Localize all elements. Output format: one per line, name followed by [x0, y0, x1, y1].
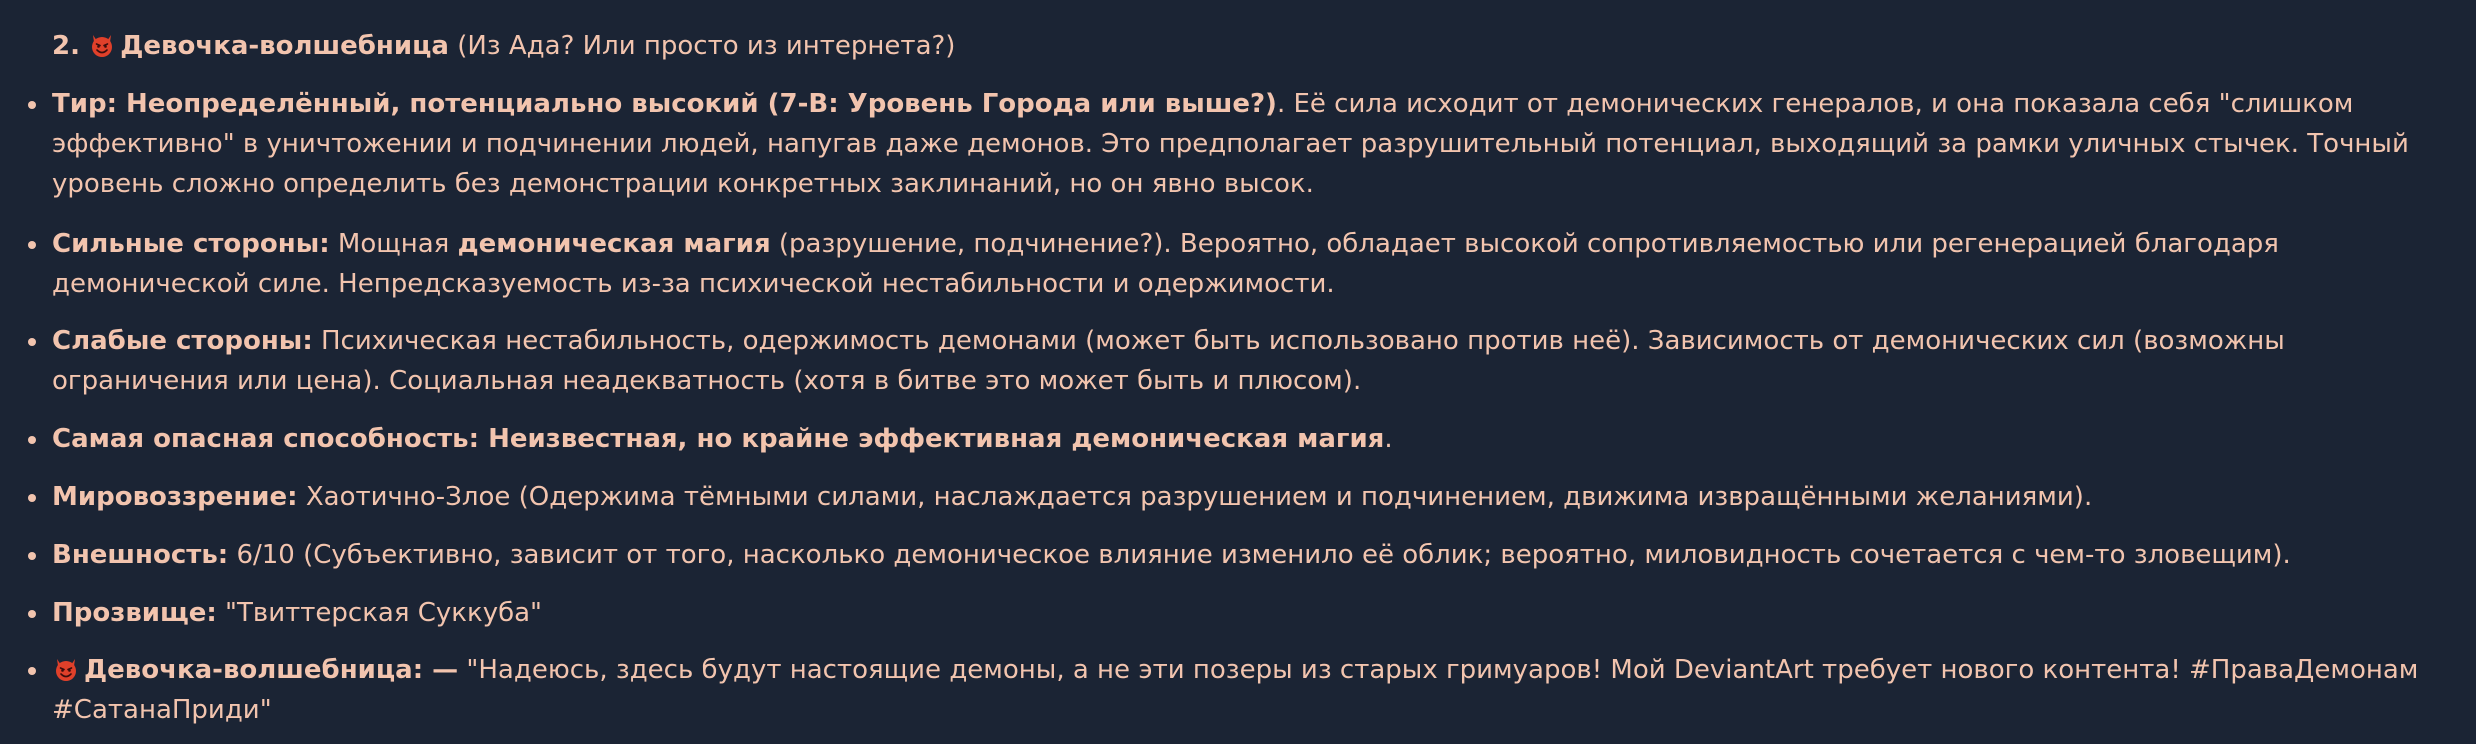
- bullet-icon: [28, 241, 36, 249]
- item-text-pre: Мощная: [329, 229, 458, 259]
- item-text: . Её сила исходит от демонических генералов, и она показала себя "слишком эффективно" в уничтожении и подчинении людей, напугав даже демонов. Это предполагает разрушительный потенциал, выходящий за рамки уличных стычек. Точный уровень сложно определить без демонстрации конкретных заклинаний, но он явно высок.: [52, 89, 2409, 199]
- item-label: Прозвище:: [52, 598, 217, 628]
- item-text: Хаотично-Злое (Одержима тёмными силами, наслаждается разрушением и подчинением, движима извращёнными желаниями).: [297, 482, 2093, 512]
- item-text: "Твиттерская Суккуба": [216, 598, 543, 628]
- item-text: Психическая нестабильность, одержимость демонами (может быть использовано против неё). Зависимость от демонических сил (возможны ограничения или цена). Социальная неадекватность (хотя в битве это может быть и плюсом).: [52, 326, 2285, 396]
- bullet-icon: [28, 667, 36, 675]
- heading-title: Девочка-волшебница: [120, 31, 449, 61]
- list-item-nickname: [52, 593, 2452, 633]
- item-label: Самая опасная способность: Неизвестная, но крайне эффективная демоническая магия: [52, 424, 1385, 454]
- list-item-strengths: [52, 224, 2452, 304]
- section-heading: [52, 26, 955, 66]
- bullet-icon: [28, 436, 36, 444]
- list-item-dangerous-ability: [52, 419, 2452, 459]
- item-label: Мировоззрение:: [52, 482, 298, 512]
- list-item-alignment: [52, 477, 2452, 517]
- item-label: Тир: Неопределённый, потенциально высокий (7-B: Уровень Города или выше?): [52, 89, 1277, 119]
- bullet-icon: [28, 338, 36, 346]
- list-item-weaknesses: [52, 321, 2452, 401]
- smiling-devil-icon: [88, 31, 116, 59]
- item-text-bold: демоническая магия: [457, 229, 771, 259]
- list-item-quote: [52, 650, 2452, 730]
- item-label: Внешность:: [52, 540, 229, 570]
- list-item-appearance: [52, 535, 2452, 575]
- heading-number: 2.: [52, 31, 80, 61]
- bullet-icon: [28, 494, 36, 502]
- list-item-tier: [52, 84, 2452, 204]
- item-text: .: [1384, 424, 1393, 454]
- item-text: "Надеюсь, здесь будут настоящие демоны, а не эти позеры из старых гримуаров! Мой DeviantArt требует нового контента! #ПраваДемонам #СатанаПриди": [52, 655, 2419, 725]
- item-text: (разрушение, подчинение?). Вероятно, обладает высокой сопротивляемостью или регенерацией благодаря демонической силе. Непредсказуемость из-за психической нестабильности и одержимости.: [52, 229, 2279, 299]
- heading-subtitle: (Из Ада? Или просто из интернета?): [457, 31, 956, 61]
- bullet-icon: [28, 101, 36, 109]
- item-text: 6/10 (Субъективно, зависит от того, насколько демоническое влияние изменило её облик; вероятно, миловидность сочетается с чем-то зловещим).: [228, 540, 2291, 570]
- item-label: Девочка-волшебница: —: [84, 655, 459, 685]
- bullet-icon: [28, 610, 36, 618]
- item-label: Сильные стороны:: [52, 229, 330, 259]
- smiling-devil-icon: [52, 655, 80, 683]
- bullet-icon: [28, 552, 36, 560]
- item-label: Слабые стороны:: [52, 326, 313, 356]
